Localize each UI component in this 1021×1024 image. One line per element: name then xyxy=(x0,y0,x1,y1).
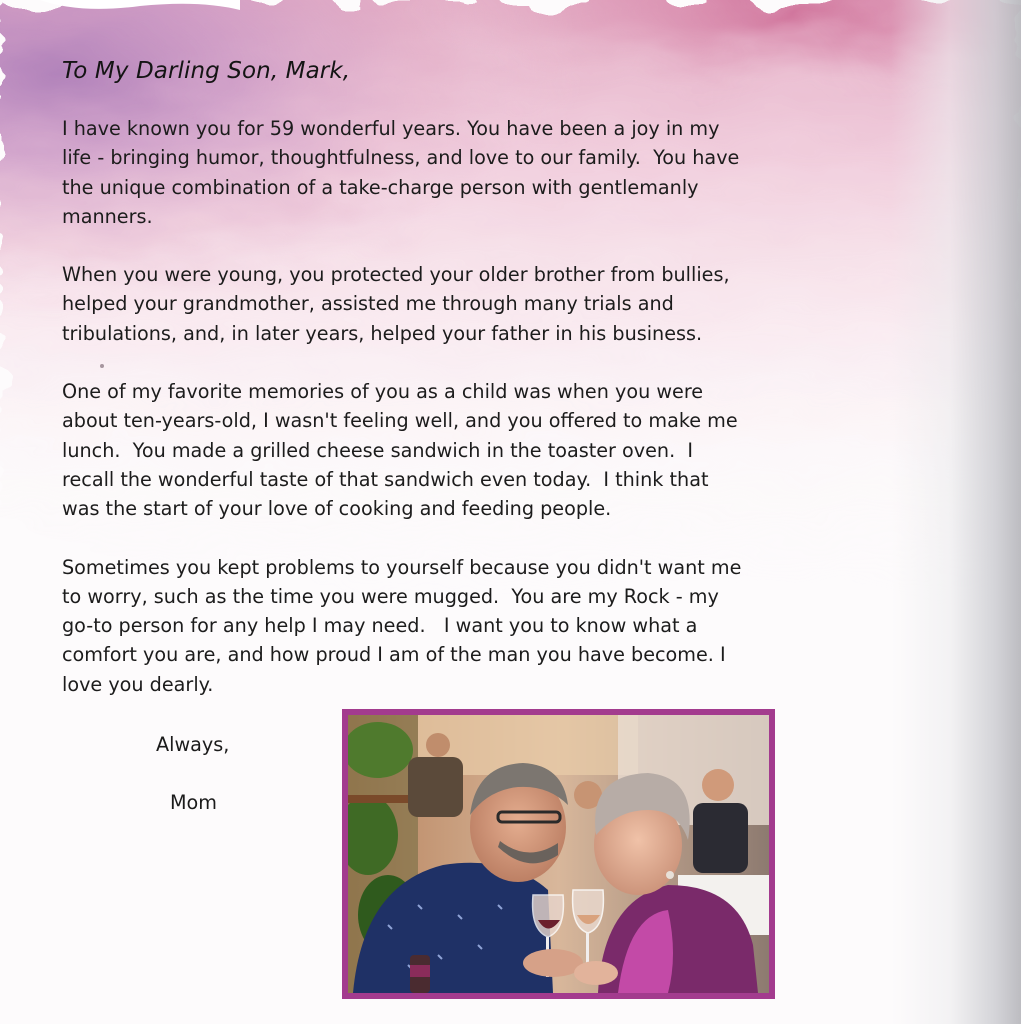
photo-illustration xyxy=(348,715,769,993)
family-photo xyxy=(342,709,775,999)
page-binding-shadow xyxy=(891,0,1021,1024)
letter-salutation: To My Darling Son, Mark, xyxy=(62,58,351,84)
letter-paragraph: Sometimes you kept problems to yourself because you didn't want me to worry, such as the time you were mugged. You are my Rock - my go-to person for any help I may need. I want you to know what a comfort you are, and how proud I am of the man you have become. I love you dearly. xyxy=(62,555,742,696)
letter-body xyxy=(62,56,862,728)
letter-signature: Mom xyxy=(170,791,217,814)
letter-paragraph: I have known you for 59 wonderful years. You have been a joy in my life - bringing humor, thoughtfulness, and love to our family. You have the unique combination of a take-charge person with gentlemanly manners. xyxy=(62,117,740,228)
letter-paragraph: One of my favorite memories of you as a child was when you were about ten-years-old, I wasn't feeling well, and you offered to make me lunch. You made a grilled cheese sandwich in the toaster oven. I recall the wonderful taste of that sandwich even today. I think that was the start of your love of cooking and feeding people. xyxy=(62,380,738,521)
letter-paragraph: When you were young, you protected your older brother from bullies, helped your grandmother, assisted me through many trials and tribulations, and, in later years, helped your father in his business. xyxy=(62,263,730,345)
letter-closing: Always, xyxy=(156,733,230,756)
